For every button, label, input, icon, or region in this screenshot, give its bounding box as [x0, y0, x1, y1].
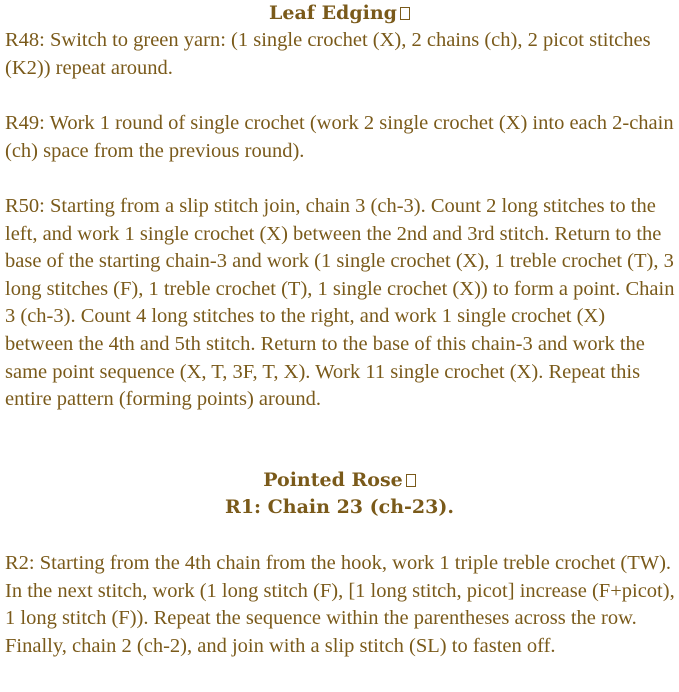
section-heading-leaf-edging [0, 0, 679, 26]
section-heading-pointed-rose [0, 467, 679, 493]
instruction-r49: R49: Work 1 round of single crochet (work 2 single crochet (X) into each 2-chain (ch) space from the previous round). [5, 112, 674, 162]
instruction-r50: R50: Starting from a slip stitch join, chain 3 (ch-3). Count 2 long stitches to the left, and work 1 single crochet (X) between the 2nd and 3rd stitch. Return to the base of the starting chain-3 and work (1 single crochet (X), 1 treble crochet (T), 3 long stitches (F), 1 treble crochet (T), 1 single crochet (X)) to form a point. Chain 3 (ch-3). Count 4 long stitches to the right, and work 1 single crochet (X) between the 4th and 5th stitch. Return to the base of this chain-3 and work the same point sequence (X, T, 3F, T, X). Work 11 single crochet (X). Repeat this entire pattern (forming points) around. [5, 195, 675, 411]
missing-glyph-icon [406, 474, 416, 487]
instruction-r1: R1: Chain 23 (ch-23). [225, 496, 454, 518]
heading-text: Pointed Rose [263, 469, 403, 491]
instruction-r48: R48: Switch to green yarn: (1 single crochet (X), 2 chains (ch), 2 picot stitches (K2)) repeat around. [5, 29, 651, 79]
instruction-r2: R2: Starting from the 4th chain from the hook, work 1 triple treble crochet (TW). In the next stitch, work (1 long stitch (F), [1 long stitch, picot] increase (F+picot), 1 long stitch (F)). Repeat the sequence within the parentheses across the row. Finally, chain 2 (ch-2), and join with a slip stitch (SL) to fasten off. [5, 552, 675, 657]
heading-text: Leaf Edging [269, 2, 397, 24]
missing-glyph-icon [400, 7, 410, 20]
